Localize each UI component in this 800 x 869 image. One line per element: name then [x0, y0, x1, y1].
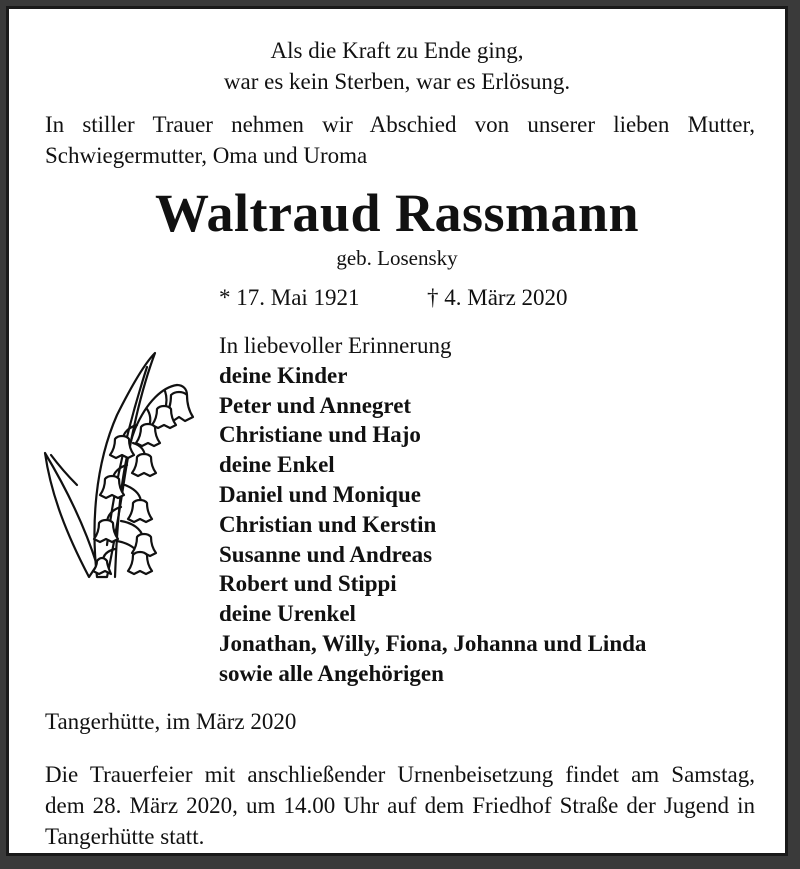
obituary-notice: [6, 6, 788, 856]
mourner-line: Christiane und Hajo: [219, 422, 421, 448]
birth-date: * 17. Mai 1921: [219, 285, 360, 310]
mourner-line: Susanne und Andreas: [219, 541, 433, 567]
mourner-line: sowie alle Angehörigen: [219, 660, 444, 686]
lily-of-the-valley-icon: [37, 345, 197, 581]
mourners-list: [219, 331, 646, 689]
mourner-line: deine Enkel: [219, 452, 335, 478]
deceased-name: Waltraud Rassmann: [154, 183, 640, 243]
mourner-line: Christian und Kerstin: [219, 511, 437, 537]
funeral-info: Die Trauerfeier mit anschließender Urnenbeisetzung findet am Samstag, dem 28. März 2020, um 14.00 Uhr auf dem Friedhof Straße der Jugend in Tangerhütte statt.: [45, 762, 755, 849]
mourner-line: deine Kinder: [219, 362, 348, 388]
mourner-line: Daniel und Monique: [219, 481, 421, 507]
maiden-name: geb. Losensky: [336, 246, 458, 270]
place-date: Tangerhütte, im März 2020: [45, 709, 297, 734]
intro-text: In stiller Trauer nehmen wir Abschied von unserer lieben Mutter, Schwiegermutter, Oma und Uroma: [45, 112, 755, 168]
death-date: † 4. März 2020: [427, 285, 568, 310]
mourner-line: In liebevoller Erinnerung: [219, 333, 452, 358]
motto: [9, 35, 785, 97]
motto-line-2: war es kein Sterben, war es Erlösung.: [223, 69, 571, 94]
mourner-line: Peter und Annegret: [219, 392, 412, 418]
motto-line-1: Als die Kraft zu Ende ging,: [270, 38, 524, 63]
mourner-line: Jonathan, Willy, Fiona, Johanna und Linda: [219, 630, 647, 656]
mourner-line: deine Urenkel: [219, 601, 356, 627]
mourner-line: Robert und Stippi: [219, 571, 397, 597]
